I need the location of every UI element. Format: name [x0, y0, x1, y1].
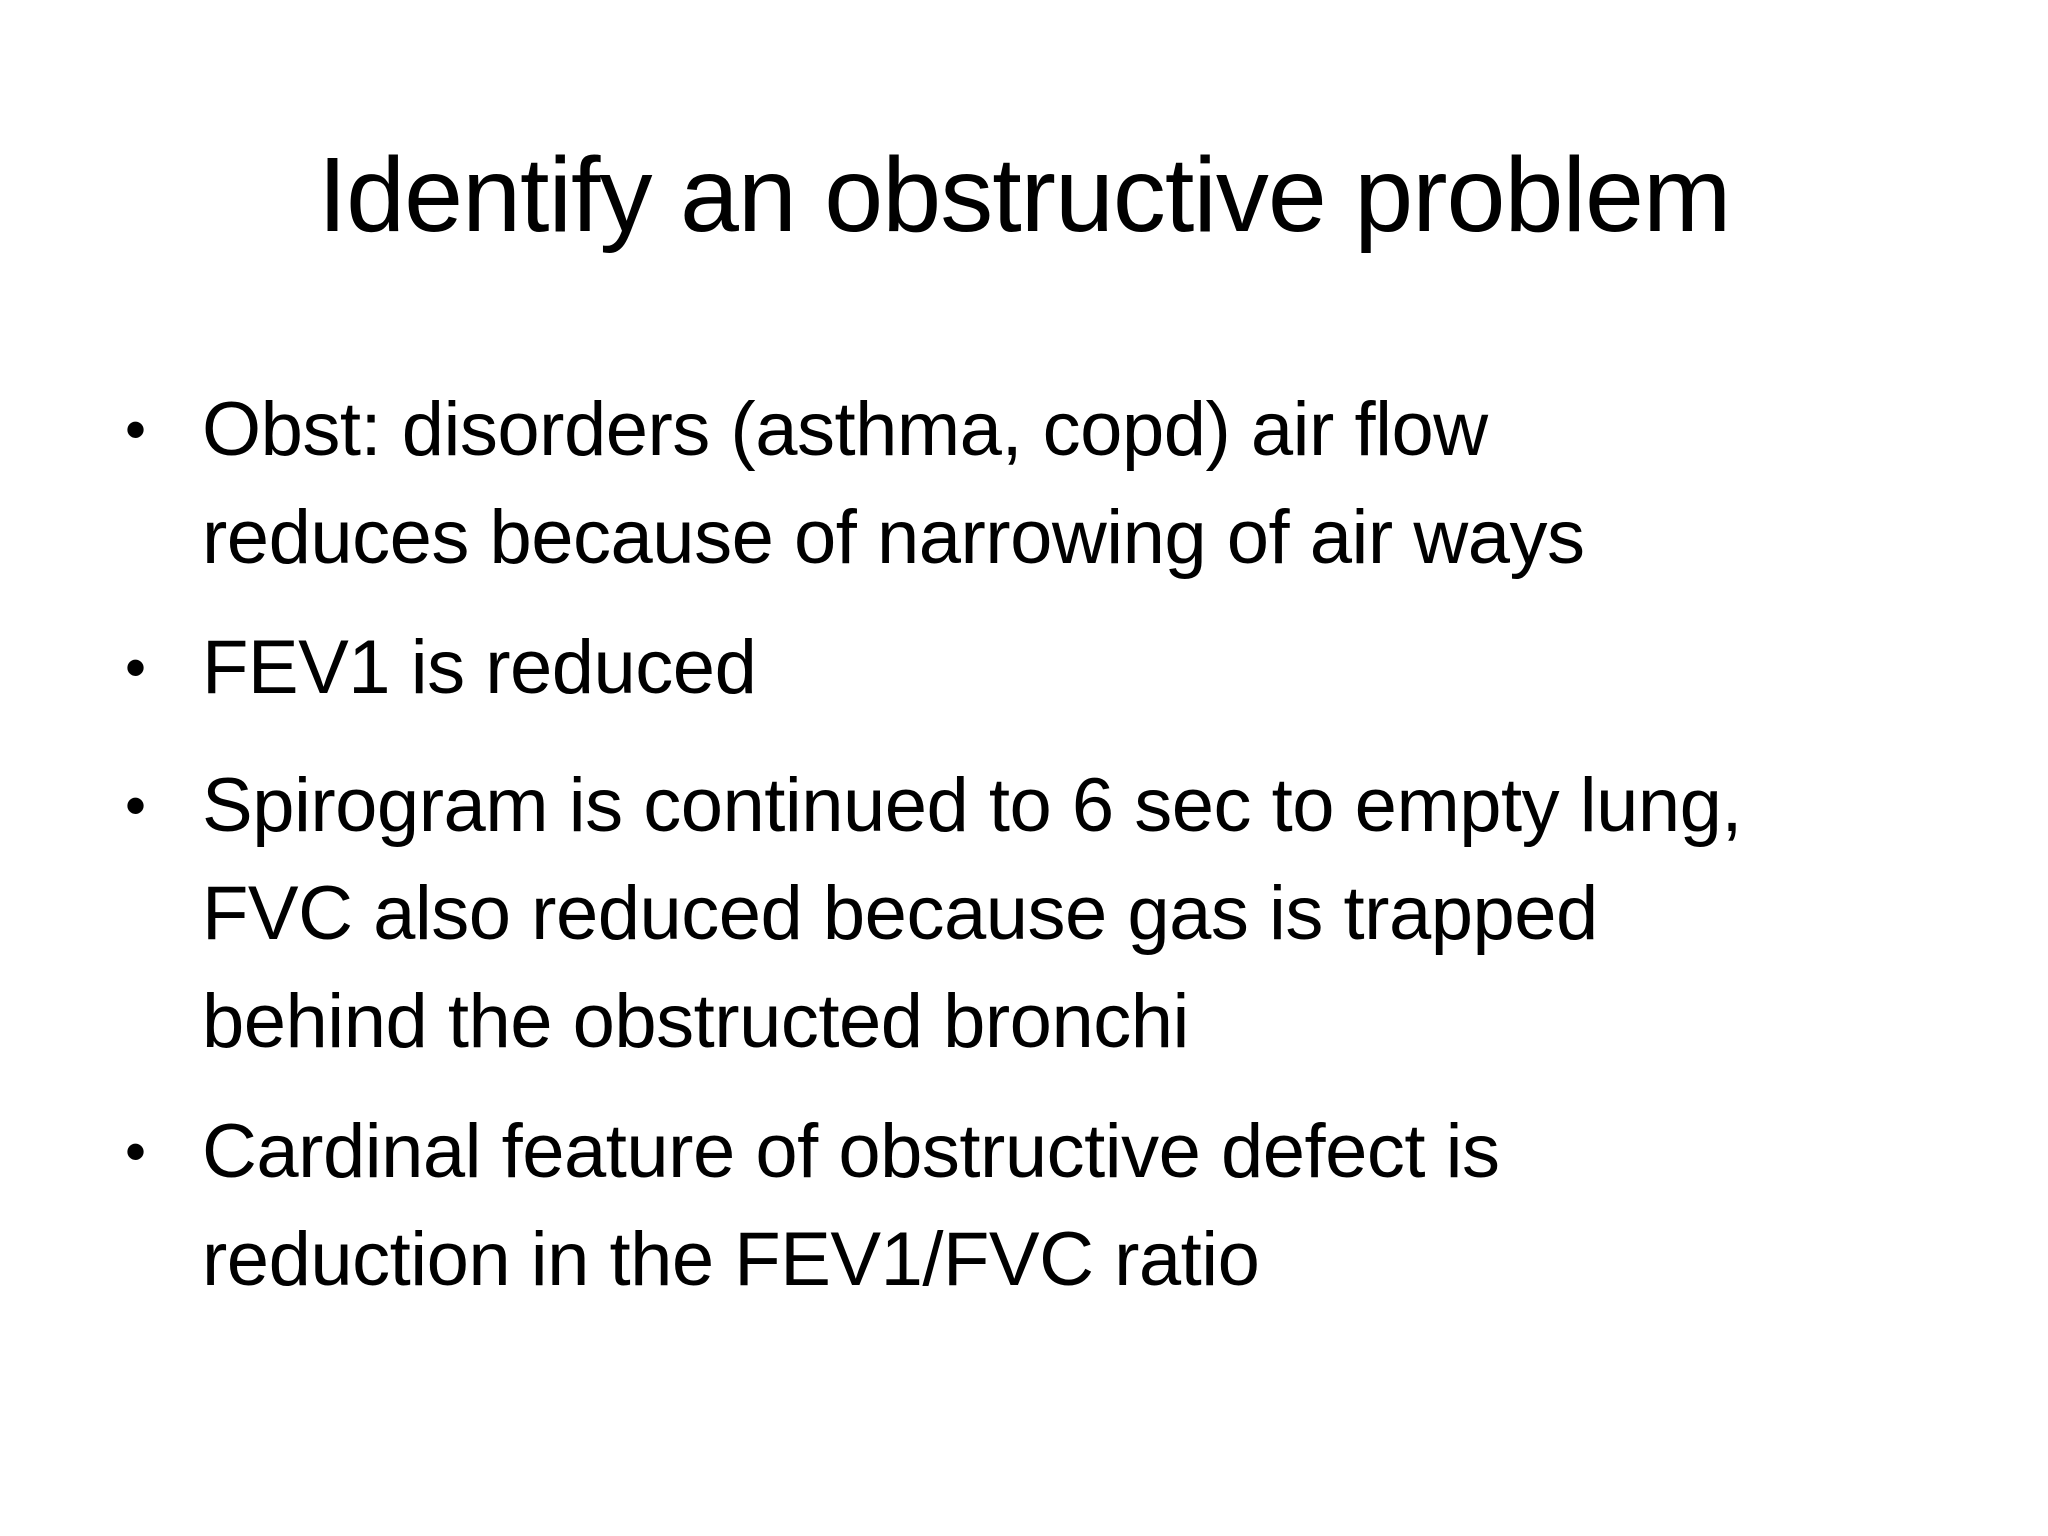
bullet-line: FEV1 is reduced	[202, 625, 757, 710]
bullet-dot: •	[125, 1118, 147, 1185]
bullet-line: FVC also reduced because gas is trapped	[202, 871, 1598, 956]
bullet-line: reduction in the FEV1/FVC ratio	[202, 1217, 1260, 1302]
bullet-dot: •	[125, 634, 147, 701]
bullet-dot: •	[125, 772, 147, 839]
bullet-line: Obst: disorders (asthma, copd) air flow	[202, 387, 1488, 472]
bullet-dot: •	[125, 396, 147, 463]
slide-title: Identify an obstructive problem	[317, 136, 1731, 254]
bullet-line: reduces because of narrowing of air ways	[202, 495, 1585, 580]
bullet-line: Spirogram is continued to 6 sec to empty lung,	[202, 763, 1743, 848]
bullet-line: Cardinal feature of obstructive defect is	[202, 1109, 1500, 1194]
bullet-line: behind the obstructed bronchi	[202, 979, 1189, 1064]
